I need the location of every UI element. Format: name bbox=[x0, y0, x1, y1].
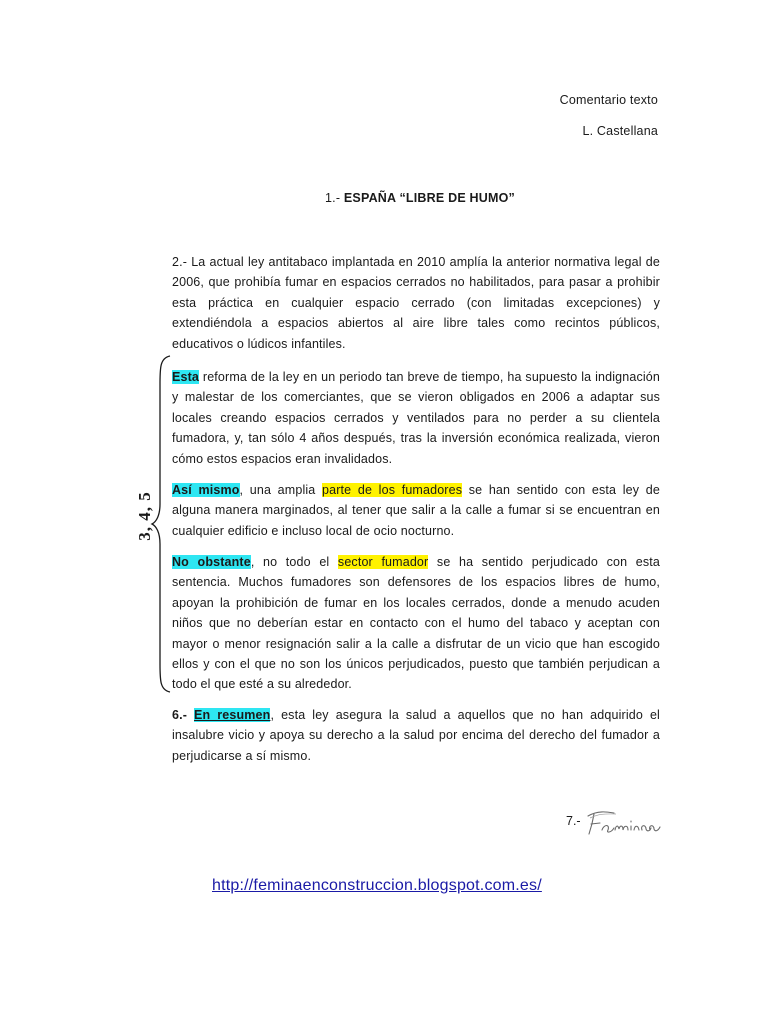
connector-highlight: No obstante bbox=[172, 555, 251, 569]
paragraph-6 bbox=[172, 705, 660, 766]
connector-highlight: Esta bbox=[172, 370, 200, 384]
paragraph-range-text: 3, 4, 5 bbox=[135, 491, 154, 541]
paragraph-3-text: reforma de la ley en un periodo tan breve de tiempo, ha supuesto la indignación y malestar de los comerciantes, que se vieron obligados en 2006 a adaptar sus locales creando espacios cerrados y ventilados para no perder a su clientela fumadora, y, tan sólo 4 años después, tras la inversión económica realizada, vieron cómo estos espacios eran invalidados. bbox=[172, 370, 660, 466]
subject-highlight: parte de los fumadores bbox=[322, 483, 463, 497]
paragraph-2: 2.- La actual ley antitabaco implantada en 2010 amplía la anterior normativa legal de 2006, que prohibía fumar en espacios cerrados no habilitados, para pasar a prohibir esta práctica en cualquier espacio cerrado (con limitadas excepciones) y extendiéndola a espacios abiertos al aire libre tales como recintos públicos, educativos o lúdicos infantiles. bbox=[172, 255, 660, 351]
paragraph-4 bbox=[172, 480, 660, 541]
paragraph-3 bbox=[172, 367, 660, 469]
signature-number: 7.- bbox=[566, 814, 581, 828]
header-subject: Comentario texto bbox=[559, 93, 658, 107]
signature-image bbox=[584, 808, 662, 838]
paragraph-4-text: , una amplia bbox=[239, 483, 323, 497]
document-title bbox=[0, 191, 768, 205]
paragraph-6-number: 6.- bbox=[172, 708, 195, 722]
paragraph-5 bbox=[172, 552, 660, 695]
paragraph-5-text: , no todo el bbox=[250, 555, 338, 569]
signature-block bbox=[560, 808, 670, 838]
title-number: 1.- bbox=[325, 191, 344, 205]
paragraph-range-label bbox=[132, 486, 158, 546]
paragraph-6-text: , esta ley asegura la salud a aquellos que no han adquirido el insalubre vicio y apoya su derecho a la salud por encima del derecho del fumador a perjudicarse a sí mismo. bbox=[172, 708, 660, 763]
title-text: ESPAÑA “LIBRE DE HUMO” bbox=[343, 191, 515, 205]
connector-highlight: En resumen bbox=[194, 708, 271, 722]
subject-highlight: sector fumador bbox=[337, 555, 429, 569]
header-course: L. Castellana bbox=[582, 124, 658, 138]
paragraph-4-text-end: se han sentido con esta ley de alguna manera marginados, al tener que salir a la calle a fumar si se encuentran en cualquier edificio e incluso local de ocio nocturno. bbox=[172, 483, 660, 538]
blog-link[interactable]: http://feminaenconstruccion.blogspot.com.es/ bbox=[212, 877, 542, 894]
connector-highlight: Así mismo bbox=[172, 483, 240, 497]
paragraph-5-text-end: se ha sentido perjudicado con esta sentencia. Muchos fumadores son defensores de los espacios libres de humo, apoyan la prohibición de fumar en los locales cerrados, donde a menudo acuden niños que no deberían estar en contacto con el humo del tabaco y aceptan con mayor o menor resignación salir a la calle a disfrutar de un vicio que han escogido ellos y con el que no son los únicos perjudicados, puesto que también perjudican a todo el que esté a su alrededor. bbox=[172, 555, 660, 692]
